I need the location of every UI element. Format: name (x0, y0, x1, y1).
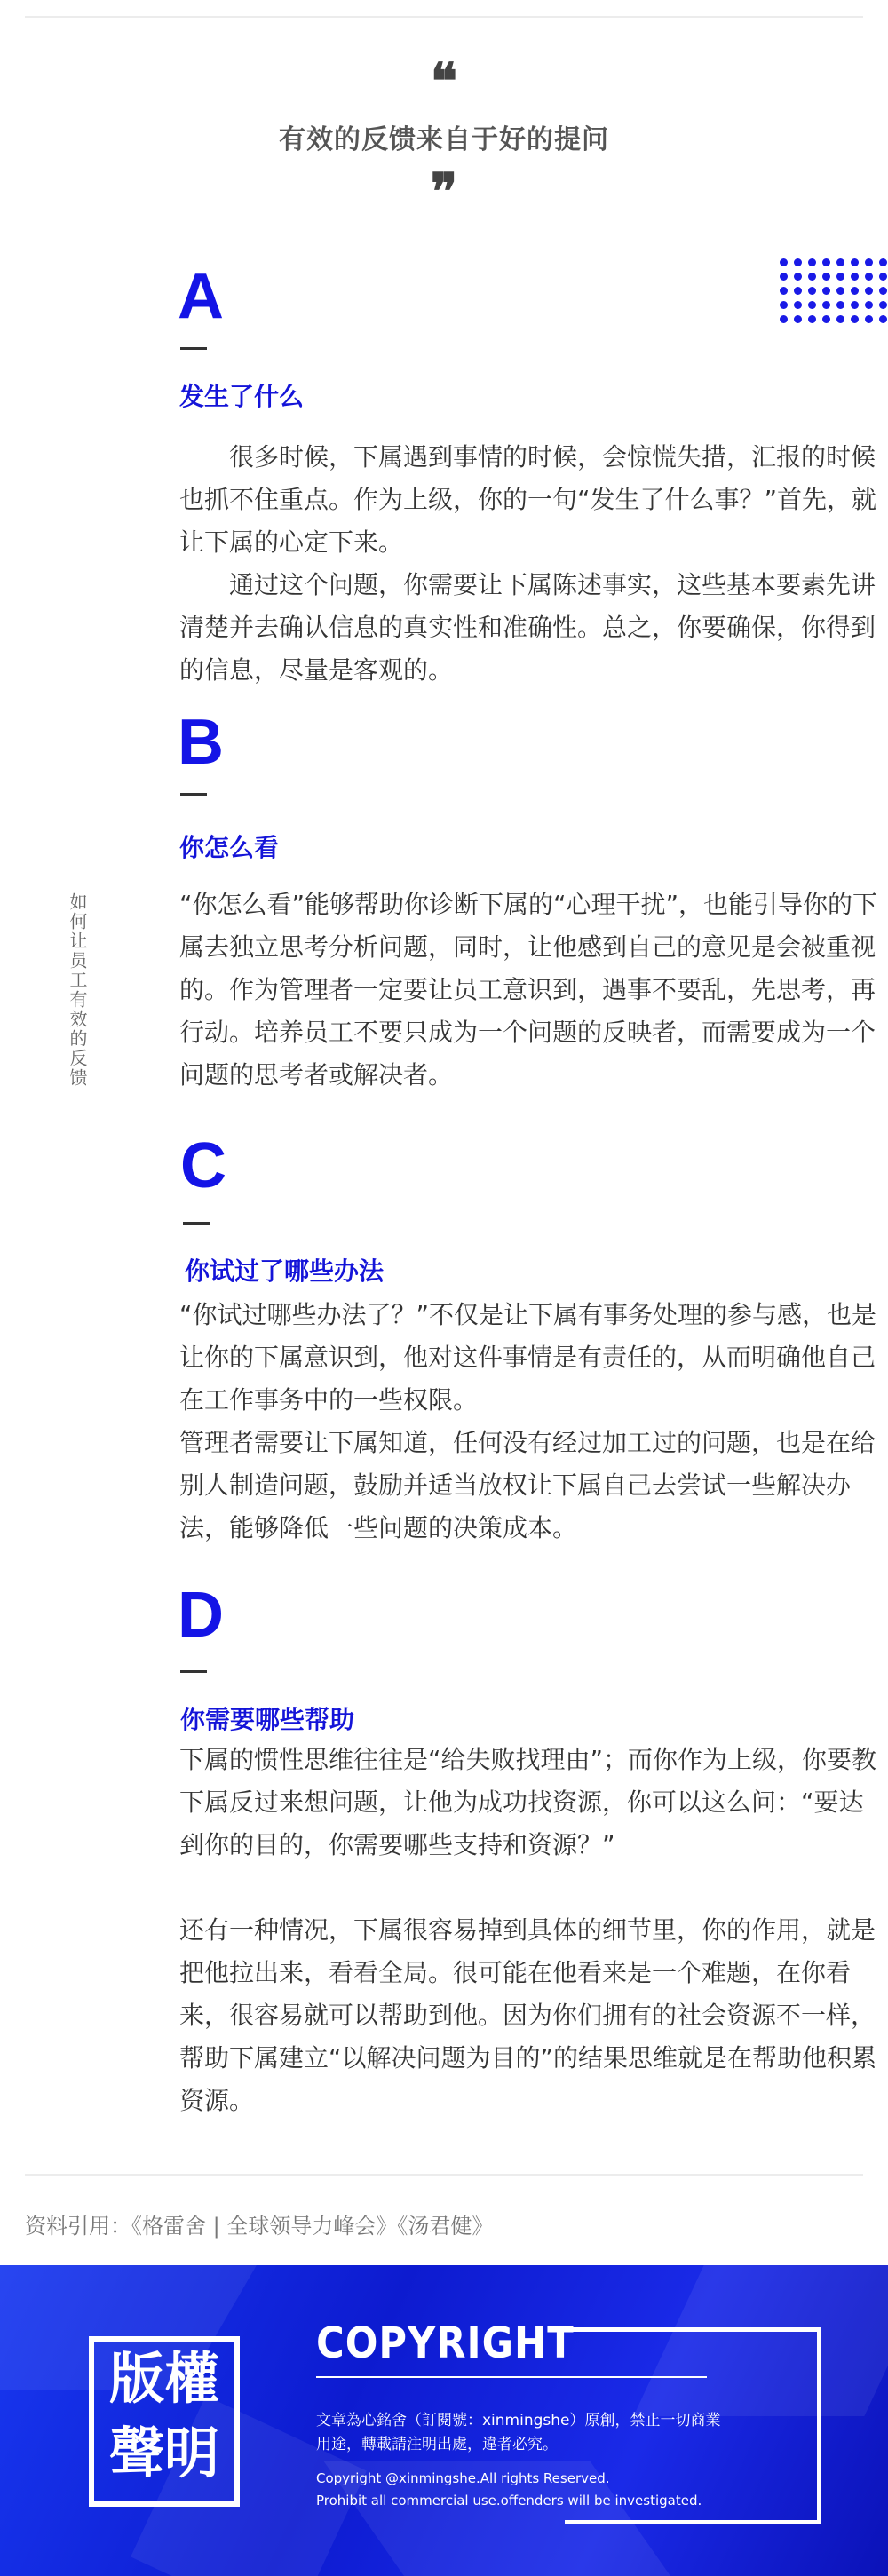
dot-decoration (851, 258, 859, 266)
section-d-dash (180, 1670, 207, 1673)
dot-decoration (808, 258, 816, 266)
dot-decoration (794, 301, 802, 309)
dot-decoration (836, 273, 844, 281)
dot-decoration (865, 301, 873, 309)
dot-decoration (851, 273, 859, 281)
dot-decoration (822, 273, 830, 281)
dot-decoration (879, 273, 887, 281)
copyright-en-line2: Prohibit all commercial use.offenders will be investigated. (316, 2493, 702, 2509)
dot-decoration (879, 258, 887, 266)
dot-decoration (780, 273, 788, 281)
section-c-letter: C (180, 1130, 226, 1201)
dot-decoration (794, 315, 802, 323)
section-c-paragraph: “你试过哪些办法了？”不仅是让下属有事务处理的参与感，也是让你的下属意识到，他对这件事情是有责任的，从而明确他自己在工作事务中的一些权限。 (179, 1300, 877, 1415)
dot-decoration (865, 258, 873, 266)
dot-decoration (780, 301, 788, 309)
source-citation: 资料引用：《格雷舍 | 全球领导力峰会》《汤君健》 (25, 2214, 494, 2239)
dot-decoration (794, 258, 802, 266)
copyright-stamp-line2: 聲明 (108, 2421, 219, 2485)
dot-decoration (836, 315, 844, 323)
section-c-paragraph: 管理者需要让下属知道，任何没有经过加工过的问题，也是在给别人制造问题，鼓励并适当放权让下属自己去尝试一些解决办法，能够降低一些问题的决策成本。 (179, 1428, 876, 1542)
dot-decoration (879, 287, 887, 295)
dot-grid-decoration (780, 258, 887, 323)
dot-decoration (808, 287, 816, 295)
dot-decoration (865, 287, 873, 295)
section-c-body (179, 1294, 883, 1550)
section-b-letter: B (178, 707, 224, 778)
page-headline: 有效的反馈来自于好的提问 (279, 124, 609, 155)
dot-decoration (836, 258, 844, 266)
dot-decoration (851, 315, 859, 323)
copyright-rule (316, 2376, 707, 2378)
dot-decoration (822, 301, 830, 309)
bottom-divider (25, 2174, 863, 2176)
copyright-banner (0, 2265, 888, 2576)
side-vertical-label: 如何让员工有效的反馈 (67, 892, 88, 1088)
section-a-paragraph: 很多时候，下属遇到事情的时候，会惊慌失措，汇报的时候也抓不住重点。作为上级，你的一句“发生了什么事？”首先，就让下属的心定下来。 (179, 442, 877, 557)
section-d-title: 你需要哪些帮助 (180, 1705, 355, 1734)
section-b-title: 你怎么看 (179, 833, 280, 862)
section-b-body (179, 884, 883, 1097)
copyright-cn-line2: 用途，轉載請注明出處，違者必究。 (316, 2436, 558, 2453)
copyright-en-line1: Copyright @xinmingshe.All rights Reserved. (316, 2470, 610, 2486)
dot-decoration (851, 301, 859, 309)
dot-decoration (780, 258, 788, 266)
copyright-title: COPYRIGHT (316, 2318, 575, 2368)
dot-decoration (865, 273, 873, 281)
section-a-letter: A (178, 261, 224, 332)
section-a-paragraph: 通过这个问题，你需要让下属陈述事实，这些基本要素先讲清楚并去确认信息的真实性和准确性。总之，你要确保，你得到的信息，尽量是客观的。 (179, 570, 876, 685)
close-quote-icon: ❞ (430, 162, 458, 221)
section-a-body (179, 436, 883, 692)
dot-decoration (780, 287, 788, 295)
section-c-dash (183, 1222, 210, 1225)
open-quote-icon: ❝ (430, 52, 458, 111)
dot-decoration (879, 301, 887, 309)
dot-decoration (780, 315, 788, 323)
dot-decoration (836, 301, 844, 309)
top-divider (25, 16, 863, 18)
dot-decoration (808, 315, 816, 323)
section-d-body (179, 1739, 883, 2122)
copyright-stamp-box (89, 2336, 240, 2507)
dot-decoration (865, 315, 873, 323)
dot-decoration (808, 301, 816, 309)
copyright-stamp-line1: 版權 (108, 2346, 219, 2411)
dot-decoration (808, 273, 816, 281)
dot-decoration (822, 315, 830, 323)
dot-decoration (794, 273, 802, 281)
section-b-paragraph: “你怎么看”能够帮助你诊断下属的“心理干扰”，也能引导你的下属去独立思考分析问题，同时，让他感到自己的意见是会被重视的。作为管理者一定要让员工意识到，遇事不要乱，先思考，再行动。培养员工不要只成为一个问题的反映者，而需要成为一个问题的思考者或解决者。 (179, 890, 878, 1090)
dot-decoration (822, 258, 830, 266)
copyright-cn-line1: 文章為心銘舍（訂閱號：xinmingshe）原創，禁止一切商業 (316, 2412, 721, 2429)
section-c-title: 你试过了哪些办法 (185, 1256, 385, 1286)
dot-decoration (879, 315, 887, 323)
section-b-dash (180, 793, 207, 796)
dot-decoration (836, 287, 844, 295)
section-d-paragraph: 下属的惯性思维往往是“给失败找理由”；而你作为上级，你要教下属反过来想问题，让他为成功找资源，你可以这么问：“要达到你的目的，你需要哪些支持和资源？” (179, 1745, 877, 1859)
dot-decoration (822, 287, 830, 295)
dot-decoration (794, 287, 802, 295)
section-a-dash (180, 347, 207, 350)
section-d-letter: D (178, 1580, 224, 1651)
dot-decoration (851, 287, 859, 295)
section-d-paragraph: 还有一种情况，下属很容易掉到具体的细节里，你的作用，就是把他拉出来，看看全局。很可能在他看来是一个难题，在你看来，很容易就可以帮助到他。因为你们拥有的社会资源不一样，帮助下属建立“以解决问题为目的”的结果思维就是在帮助他积累资源。 (179, 1915, 877, 2115)
section-a-title: 发生了什么 (179, 382, 305, 411)
